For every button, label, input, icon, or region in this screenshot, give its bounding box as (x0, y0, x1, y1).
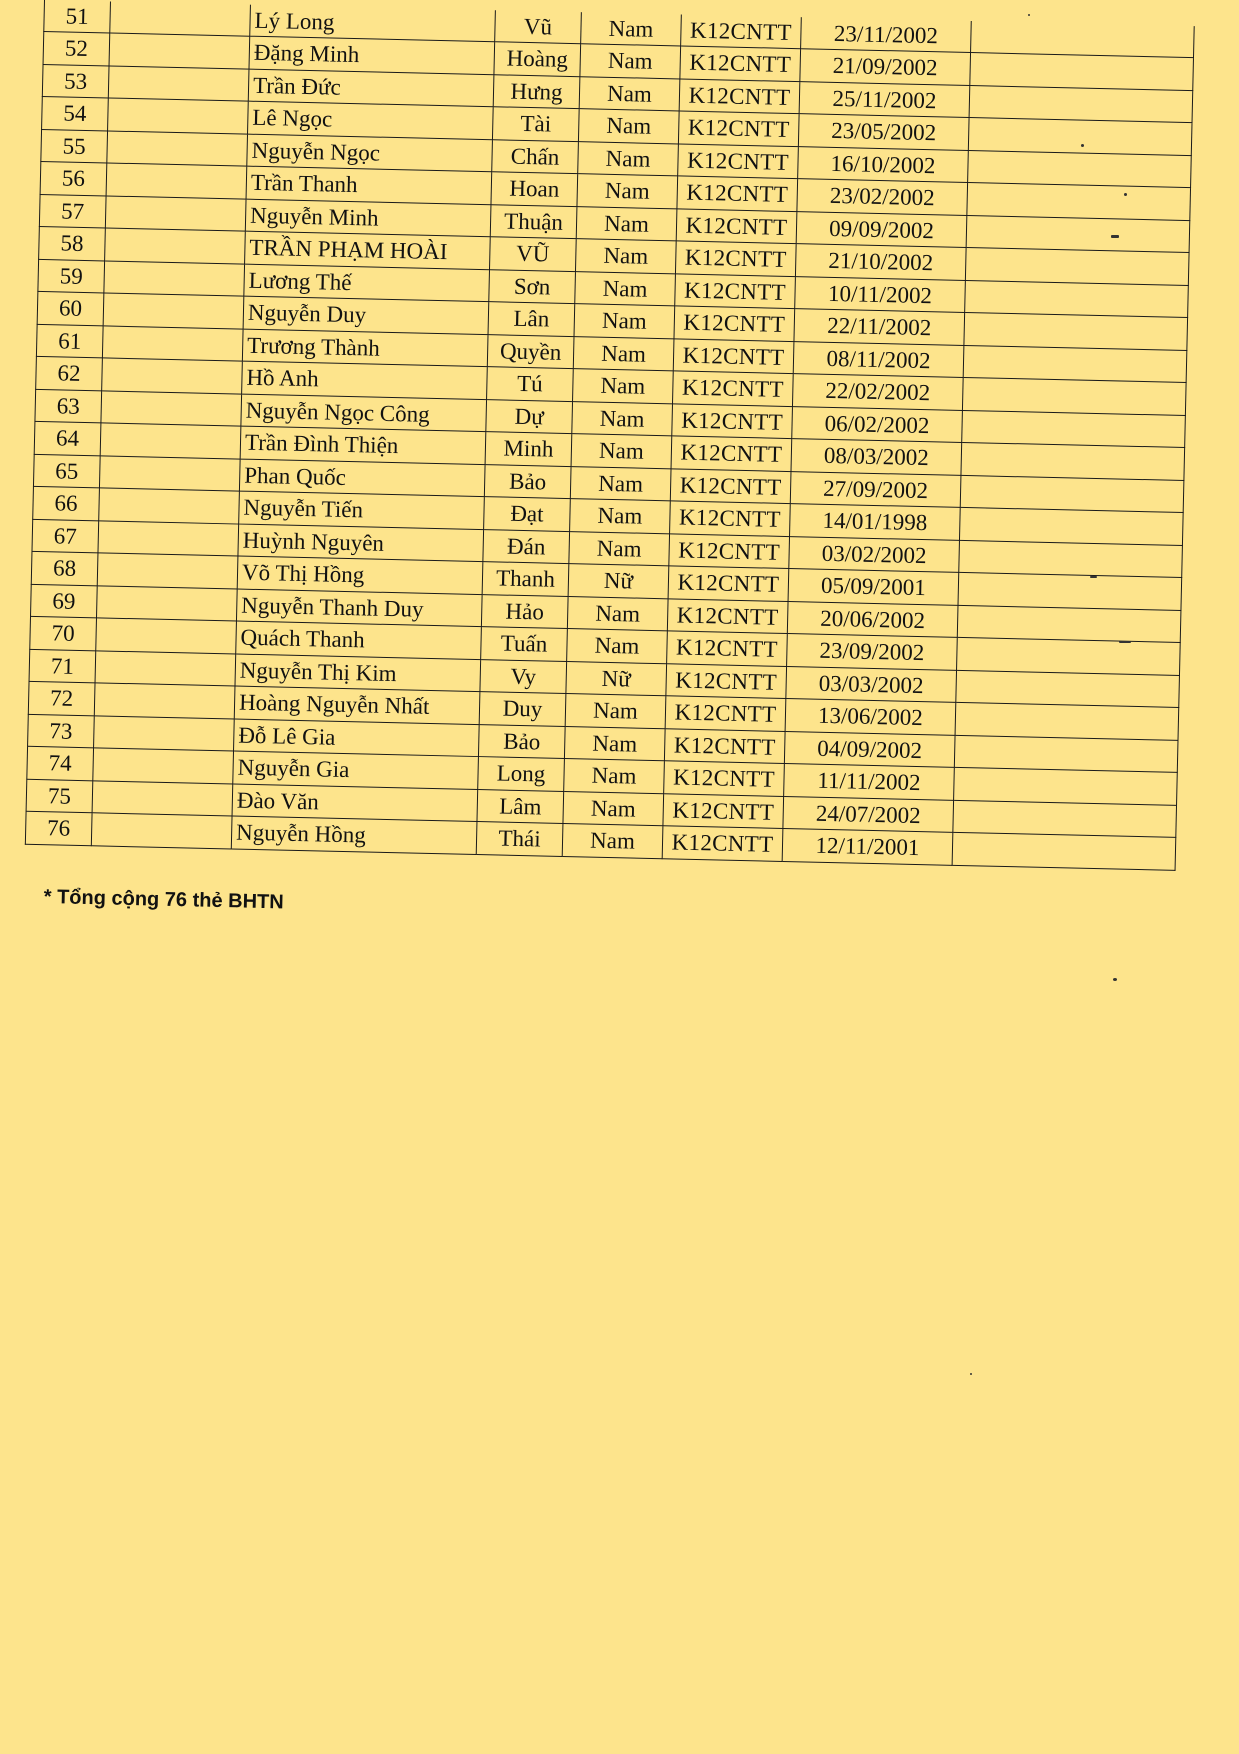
cell-class: K12CNTT (664, 728, 785, 763)
cell-dob: 14/01/1998 (790, 504, 961, 540)
cell-code (99, 488, 240, 524)
cell-first-name: Bảo (484, 464, 571, 498)
cell-stt: 63 (35, 389, 102, 423)
cell-first-name: Đán (483, 529, 570, 563)
cell-first-name: Hoan (491, 172, 578, 206)
cell-first-name: Chấn (492, 139, 579, 173)
cell-code (105, 195, 246, 231)
cell-note (960, 475, 1184, 513)
cell-note (958, 572, 1182, 610)
cell-note (953, 800, 1177, 838)
scan-speck (1081, 144, 1084, 147)
cell-code (94, 715, 235, 751)
cell-stt: 72 (28, 681, 95, 715)
cell-dob: 10/11/2002 (795, 276, 966, 312)
cell-class: K12CNTT (673, 338, 794, 373)
cell-stt: 70 (30, 616, 97, 650)
cell-class: K12CNTT (665, 696, 786, 731)
cell-class: K12CNTT (676, 208, 797, 243)
cell-note (954, 767, 1178, 805)
cell-stt: 68 (31, 551, 98, 585)
cell-stt: 57 (39, 194, 106, 228)
cell-dob: 20/06/2002 (787, 601, 958, 637)
cell-last-name: Võ Thị Hồng (237, 556, 483, 594)
cell-gender: Nam (573, 369, 674, 404)
cell-dob: 25/11/2002 (799, 81, 970, 117)
cell-note (965, 280, 1189, 318)
cell-note (959, 507, 1183, 545)
cell-code (109, 33, 250, 69)
scan-speck (1113, 978, 1117, 981)
cell-dob: 21/09/2002 (800, 49, 971, 85)
cell-first-name: Bảo (478, 724, 565, 758)
cell-last-name: Đỗ Lê Gia (234, 719, 480, 757)
cell-last-name: Trần Thanh (246, 166, 492, 204)
cell-last-name: Trần Đình Thiện (240, 426, 486, 464)
cell-gender: Nữ (566, 661, 667, 696)
cell-first-name: Vũ (495, 10, 582, 43)
cell-gender: Nam (577, 174, 678, 209)
cell-note (957, 605, 1181, 643)
cell-class: K12CNTT (670, 468, 791, 503)
scan-speck (1090, 576, 1097, 578)
cell-last-name: Hoàng Nguyễn Nhất (234, 686, 480, 724)
cell-stt: 60 (37, 291, 104, 325)
cell-first-name: Quyền (487, 334, 574, 368)
cell-dob: 08/03/2002 (791, 439, 962, 475)
cell-class: K12CNTT (678, 143, 799, 178)
cell-dob: 13/06/2002 (785, 699, 956, 735)
student-table (25, 0, 1195, 870)
cell-dob: 03/02/2002 (789, 536, 960, 572)
cell-first-name: Thái (476, 822, 563, 856)
cell-last-name: Trương Thành (242, 329, 488, 367)
cell-class: K12CNTT (681, 14, 802, 48)
cell-gender: Nam (567, 629, 668, 664)
cell-class: K12CNTT (666, 663, 787, 698)
cell-code (108, 98, 249, 134)
cell-dob: 09/09/2002 (796, 211, 967, 247)
cell-note (964, 312, 1188, 350)
cell-dob: 12/11/2001 (782, 828, 953, 864)
cell-note (962, 377, 1186, 415)
cell-first-name: Lân (488, 302, 575, 336)
cell-stt: 67 (32, 519, 99, 553)
cell-dob: 04/09/2002 (784, 731, 955, 767)
cell-note (954, 735, 1178, 773)
cell-first-name: Vy (480, 659, 567, 693)
cell-class: K12CNTT (677, 176, 798, 211)
cell-last-name: Nguyễn Gia (233, 751, 479, 789)
cell-first-name: Thanh (482, 562, 569, 596)
cell-class: K12CNTT (674, 306, 795, 341)
cell-code (99, 455, 240, 491)
cell-first-name: Lâm (477, 789, 564, 823)
cell-note (967, 183, 1191, 221)
cell-class: K12CNTT (669, 533, 790, 568)
cell-code (96, 585, 237, 621)
cell-last-name: Đào Văn (232, 783, 478, 821)
cell-first-name: Duy (479, 692, 566, 726)
cell-gender: Nam (572, 401, 673, 436)
cell-first-name: Thuận (490, 204, 577, 238)
cell-gender: Nam (570, 499, 671, 534)
cell-code (93, 748, 234, 784)
cell-class: K12CNTT (664, 761, 785, 796)
cell-class: K12CNTT (663, 793, 784, 828)
cell-stt: 75 (26, 779, 93, 813)
cell-dob: 08/11/2002 (793, 341, 964, 377)
cell-first-name: Tú (487, 367, 574, 401)
cell-dob: 23/09/2002 (787, 634, 958, 670)
cell-first-name: Đạt (484, 497, 571, 531)
cell-last-name: Lý Long (250, 5, 496, 42)
cell-note (965, 247, 1189, 285)
cell-code (102, 325, 243, 361)
cell-code (96, 618, 237, 654)
cell-stt: 64 (34, 421, 101, 455)
cell-note (961, 442, 1185, 480)
scan-speck (1124, 193, 1127, 196)
cell-stt: 55 (41, 129, 108, 163)
cell-last-name: TRẦN PHẠM HOÀI (245, 231, 491, 269)
cell-code (108, 65, 249, 101)
cell-gender: Nam (579, 76, 680, 111)
cell-note (957, 637, 1181, 675)
cell-dob: 03/03/2002 (786, 666, 957, 702)
cell-code (92, 780, 233, 816)
cell-gender: Nam (580, 44, 681, 79)
cell-code (103, 293, 244, 329)
cell-gender: Nam (575, 271, 676, 306)
cell-code (107, 130, 248, 166)
scan-speck (1028, 14, 1030, 16)
cell-last-name: Phan Quốc (239, 459, 485, 497)
cell-note (969, 85, 1193, 123)
cell-gender: Nam (576, 206, 677, 241)
cell-gender: Nam (581, 12, 682, 46)
cell-gender: Nam (578, 109, 679, 144)
cell-last-name: Lê Ngọc (248, 101, 494, 139)
cell-note (968, 150, 1192, 188)
cell-gender: Nam (565, 694, 666, 729)
cell-gender: Nam (575, 239, 676, 274)
cell-note (963, 345, 1187, 383)
cell-dob: 23/05/2002 (798, 114, 969, 150)
scan-speck (1119, 641, 1131, 643)
cell-first-name: Long (478, 757, 565, 791)
cell-class: K12CNTT (667, 598, 788, 633)
cell-stt: 58 (39, 226, 106, 260)
cell-first-name: Tuấn (481, 627, 568, 661)
cell-code (100, 423, 241, 459)
scan-speck (1111, 235, 1119, 238)
cell-last-name: Nguyễn Hồng (231, 816, 477, 854)
cell-note (966, 215, 1190, 253)
cell-note (968, 118, 1192, 156)
cell-last-name: Trần Đức (248, 69, 494, 107)
cell-gender: Nam (571, 434, 672, 469)
cell-dob: 23/02/2002 (797, 179, 968, 215)
cell-note (955, 702, 1179, 740)
cell-last-name: Nguyễn Tiến (239, 491, 485, 529)
cell-code (104, 260, 245, 296)
cell-code (97, 553, 238, 589)
cell-class: K12CNTT (662, 826, 783, 861)
cell-last-name: Quách Thanh (236, 621, 482, 659)
cell-first-name: Minh (485, 432, 572, 466)
cell-stt: 74 (27, 746, 94, 780)
cell-dob: 22/11/2002 (794, 309, 965, 345)
cell-stt: 71 (29, 649, 96, 683)
cell-gender: Nữ (568, 564, 669, 599)
cell-first-name: Hảo (481, 594, 568, 628)
cell-code (102, 358, 243, 394)
cell-class: K12CNTT (668, 566, 789, 601)
cell-code (91, 813, 232, 849)
cell-stt: 73 (28, 714, 95, 748)
cell-gender: Nam (574, 304, 675, 339)
cell-note (970, 53, 1194, 91)
cell-code (110, 2, 251, 37)
cell-class: K12CNTT (680, 46, 801, 81)
cell-first-name: Sơn (489, 269, 576, 303)
cell-class: K12CNTT (675, 241, 796, 276)
total-note: * Tổng cộng 76 thẻ BHTN (43, 886, 284, 914)
cell-last-name: Hồ Anh (242, 361, 488, 399)
cell-class: K12CNTT (679, 78, 800, 113)
cell-last-name: Nguyễn Ngọc Công (241, 394, 487, 432)
cell-class: K12CNTT (678, 111, 799, 146)
cell-code (94, 683, 235, 719)
cell-class: K12CNTT (673, 371, 794, 406)
cell-code (98, 520, 239, 556)
scanned-page (25, 0, 1194, 870)
cell-first-name: Dự (486, 399, 573, 433)
cell-first-name: Hoàng (494, 42, 581, 76)
cell-stt: 54 (42, 96, 109, 130)
cell-gender: Nam (564, 726, 665, 761)
cell-first-name: VŨ (490, 237, 577, 271)
cell-class: K12CNTT (670, 501, 791, 536)
cell-stt: 61 (36, 324, 103, 358)
cell-last-name: Đặng Minh (249, 36, 495, 74)
cell-class: K12CNTT (667, 631, 788, 666)
cell-dob: 22/02/2002 (792, 374, 963, 410)
cell-dob: 27/09/2002 (790, 471, 961, 507)
cell-last-name: Nguyễn Thanh Duy (236, 589, 482, 627)
cell-stt: 56 (40, 161, 107, 195)
cell-note (956, 670, 1180, 708)
cell-first-name: Hưng (493, 74, 580, 108)
cell-stt: 53 (42, 64, 109, 98)
cell-code (95, 650, 236, 686)
cell-last-name: Nguyễn Thị Kim (235, 654, 481, 692)
cell-code (105, 228, 246, 264)
cell-dob: 05/09/2001 (788, 569, 959, 605)
cell-note (959, 540, 1183, 578)
cell-gender: Nam (567, 596, 668, 631)
cell-gender: Nam (563, 791, 664, 826)
cell-note (952, 832, 1176, 870)
cell-dob: 11/11/2002 (784, 763, 955, 799)
cell-last-name: Nguyễn Duy (243, 296, 489, 334)
cell-stt: 66 (33, 486, 100, 520)
cell-gender: Nam (564, 759, 665, 794)
cell-last-name: Lương Thế (244, 264, 490, 302)
cell-stt: 65 (33, 454, 100, 488)
cell-gender: Nam (573, 336, 674, 371)
cell-class: K12CNTT (671, 436, 792, 471)
scan-speck (970, 1373, 972, 1375)
cell-last-name: Huỳnh Nguyên (238, 524, 484, 562)
cell-stt: 51 (44, 0, 111, 33)
cell-code (106, 163, 247, 199)
cell-dob: 16/10/2002 (798, 146, 969, 182)
cell-gender: Nam (578, 141, 679, 176)
cell-dob: 23/11/2002 (801, 17, 972, 52)
cell-stt: 52 (43, 32, 110, 66)
cell-dob: 24/07/2002 (783, 796, 954, 832)
cell-stt: 62 (36, 356, 103, 390)
cell-stt: 69 (31, 584, 98, 618)
cell-dob: 21/10/2002 (795, 244, 966, 280)
table-body (25, 0, 1194, 870)
cell-last-name: Nguyễn Minh (245, 199, 491, 237)
cell-gender: Nam (570, 466, 671, 501)
cell-note (971, 21, 1195, 58)
cell-class: K12CNTT (672, 403, 793, 438)
cell-note (962, 410, 1186, 448)
cell-stt: 76 (25, 811, 92, 845)
cell-class: K12CNTT (675, 273, 796, 308)
cell-last-name: Nguyễn Ngọc (247, 134, 493, 172)
cell-gender: Nam (569, 531, 670, 566)
cell-code (101, 390, 242, 426)
cell-dob: 06/02/2002 (792, 406, 963, 442)
cell-gender: Nam (562, 823, 663, 858)
cell-first-name: Tài (492, 107, 579, 141)
cell-stt: 59 (38, 259, 105, 293)
